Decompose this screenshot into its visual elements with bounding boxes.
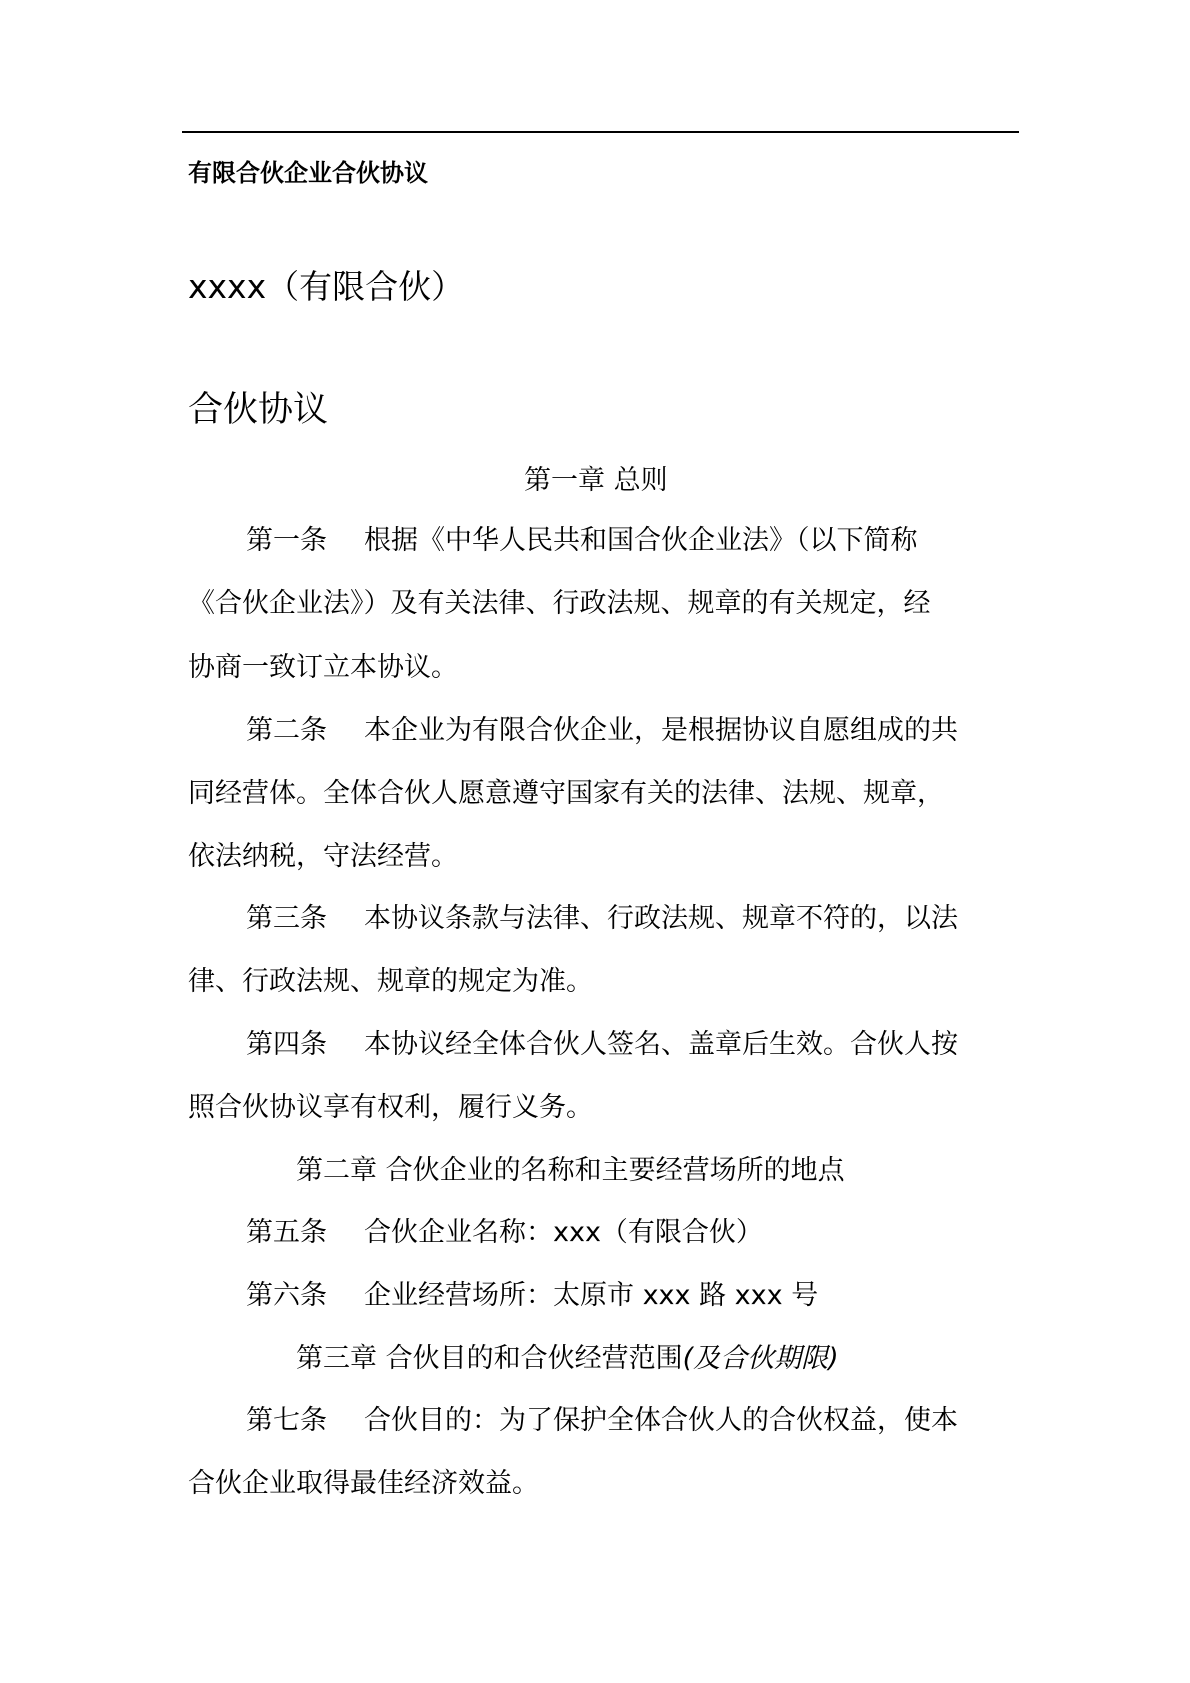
article-1-line-1 (246, 527, 918, 554)
document-title: 合伙协议 (188, 390, 329, 430)
article-4-label: 第四条 (246, 1029, 327, 1060)
article-2-line-3: 依法纳税，守法经营。 (188, 841, 458, 872)
article-1-label: 第一条 (246, 525, 327, 556)
chapter-3-heading-italic: (及合伙期限) (682, 1343, 839, 1374)
article-1-text-1: 根据《中华人民共和国合伙企业法》（以下简称 (364, 525, 918, 556)
document-header-title: 有限合伙企业合伙协议 (188, 158, 428, 187)
article-5-line-1 (246, 1219, 763, 1246)
chapter-heading-1: 第一章 总则 (524, 465, 668, 496)
chapter-heading-2: 第二章 合伙企业的名称和主要经营场所的地点 (296, 1155, 845, 1186)
article-3-line-2: 律、行政法规、规章的规定为准。 (188, 966, 593, 997)
article-7-text-1: 合伙目的：为了保护全体合伙人的合伙权益，使本 (364, 1405, 958, 1436)
header-rule (182, 131, 1019, 133)
article-5-text-1: 合伙企业名称：xxx（有限合伙） (364, 1217, 763, 1248)
company-name: xxxx（有限合伙） (188, 267, 465, 306)
article-3-label: 第三条 (246, 903, 327, 934)
article-2-text-1: 本企业为有限合伙企业，是根据协议自愿组成的共 (364, 715, 958, 746)
article-6-label: 第六条 (246, 1280, 327, 1311)
article-7-line-2: 合伙企业取得最佳经济效益。 (188, 1468, 539, 1499)
article-5-label: 第五条 (246, 1217, 327, 1248)
article-1-line-3: 协商一致订立本协议。 (188, 652, 458, 683)
article-4-line-1 (246, 1031, 958, 1058)
article-3-line-1 (246, 905, 958, 932)
article-7-label: 第七条 (246, 1405, 327, 1436)
article-2-label: 第二条 (246, 715, 327, 746)
article-6-text-1: 企业经营场所：太原市 xxx 路 xxx 号 (364, 1280, 819, 1311)
article-1-line-2: 《合伙企业法》）及有关法律、行政法规、规章的有关规定，经 (188, 588, 931, 619)
article-6-line-1 (246, 1282, 818, 1309)
article-4-text-1: 本协议经全体合伙人签名、盖章后生效。合伙人按 (364, 1029, 958, 1060)
article-7-line-1 (246, 1407, 958, 1434)
article-2-line-2: 同经营体。全体合伙人愿意遵守国家有关的法律、法规、规章， (188, 778, 944, 809)
chapter-heading-3 (296, 1345, 839, 1372)
article-4-line-2: 照合伙协议享有权利，履行义务。 (188, 1092, 593, 1123)
article-3-text-1: 本协议条款与法律、行政法规、规章不符的，以法 (364, 903, 958, 934)
article-2-line-1 (246, 717, 958, 744)
chapter-3-heading-text: 第三章 合伙目的和合伙经营范围 (296, 1343, 683, 1374)
